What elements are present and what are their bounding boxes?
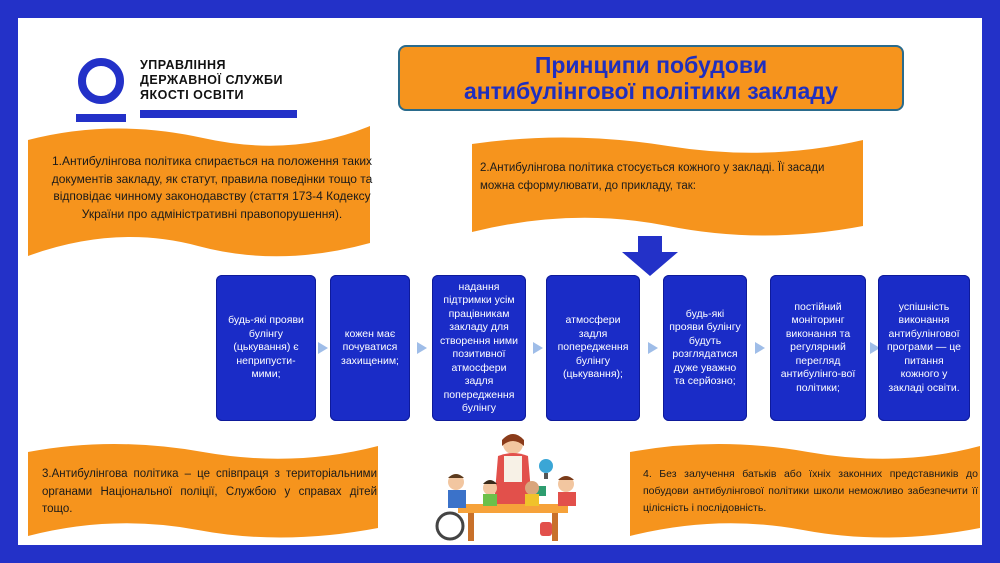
principle-3-text: 3.Антибулінгова політика – це співпраця з територіальними органами Національної поліції, Службою у справах дітей тощо. xyxy=(42,468,377,515)
step-box-6 xyxy=(770,275,866,421)
chevron-right-icon xyxy=(648,342,658,354)
step-box-5 xyxy=(663,275,747,421)
logo-icon xyxy=(76,56,126,106)
step-box-3 xyxy=(432,275,526,421)
step-box-2 xyxy=(330,275,410,421)
principle-1-text: 1.Антибулінгова політика спирається на положення таких документів закладу, як статут, правила поведінки тощо та відповідає чинному законодавству (стаття 173-4 Кодексу України про адміністративні правопорушення). xyxy=(51,154,373,221)
step-3-text: надання підтримки усім працівникам закладу для створення ними позитивної атмосфери задля попередження булінгу xyxy=(440,280,518,414)
logo-text xyxy=(140,58,283,103)
chevron-right-icon xyxy=(755,342,765,354)
logo-line-1: УПРАВЛІННЯ xyxy=(140,58,227,72)
down-arrow-icon xyxy=(618,236,682,276)
chevron-right-icon xyxy=(533,342,543,354)
step-1-text: будь-які прояви булінгу (цькування) є неприпусти-мими; xyxy=(228,314,304,381)
step-7-text: успішність виконання антибулінгової програми — це питання кожного у закладі освіти. xyxy=(886,300,962,394)
chevron-right-icon xyxy=(318,342,328,354)
page-title xyxy=(398,45,904,111)
step-box-1 xyxy=(216,275,316,421)
step-4-text: атмосфери задля попередження булінгу (цькування); xyxy=(557,314,629,381)
classroom-illustration xyxy=(428,426,598,544)
step-box-4 xyxy=(546,275,640,421)
principle-2-text: 2.Антибулінгова політика стосується кожного у закладі. Її засади можна сформулювати, до прикладу, так: xyxy=(480,162,825,192)
principle-4-text: 4. Без залучення батьків або їхніх законних представників до побудови антибулінгової політики школи неможливо забезпечити її цілісність і послідовність. xyxy=(643,468,978,514)
step-2-text: кожен має почуватися захищеним; xyxy=(341,327,399,367)
step-5-text: будь-які прояви булінгу будуть розглядатися дуже уважно та серйозно; xyxy=(669,307,741,387)
logo-line-2: ДЕРЖАВНОЇ СЛУЖБИ xyxy=(140,73,283,87)
chevron-right-icon xyxy=(417,342,427,354)
logo-line-3: ЯКОСТІ ОСВІТИ xyxy=(140,88,245,102)
step-box-7 xyxy=(878,275,970,421)
title-line-2: антибулінгової політики закладу xyxy=(463,78,839,104)
logo-underline xyxy=(140,110,297,118)
title-line-1: Принципи побудови xyxy=(534,52,768,78)
slide xyxy=(18,18,982,545)
step-6-text: постійний моніторинг виконання та регулярний перегляд антибулінго-вої політики; xyxy=(780,300,856,394)
